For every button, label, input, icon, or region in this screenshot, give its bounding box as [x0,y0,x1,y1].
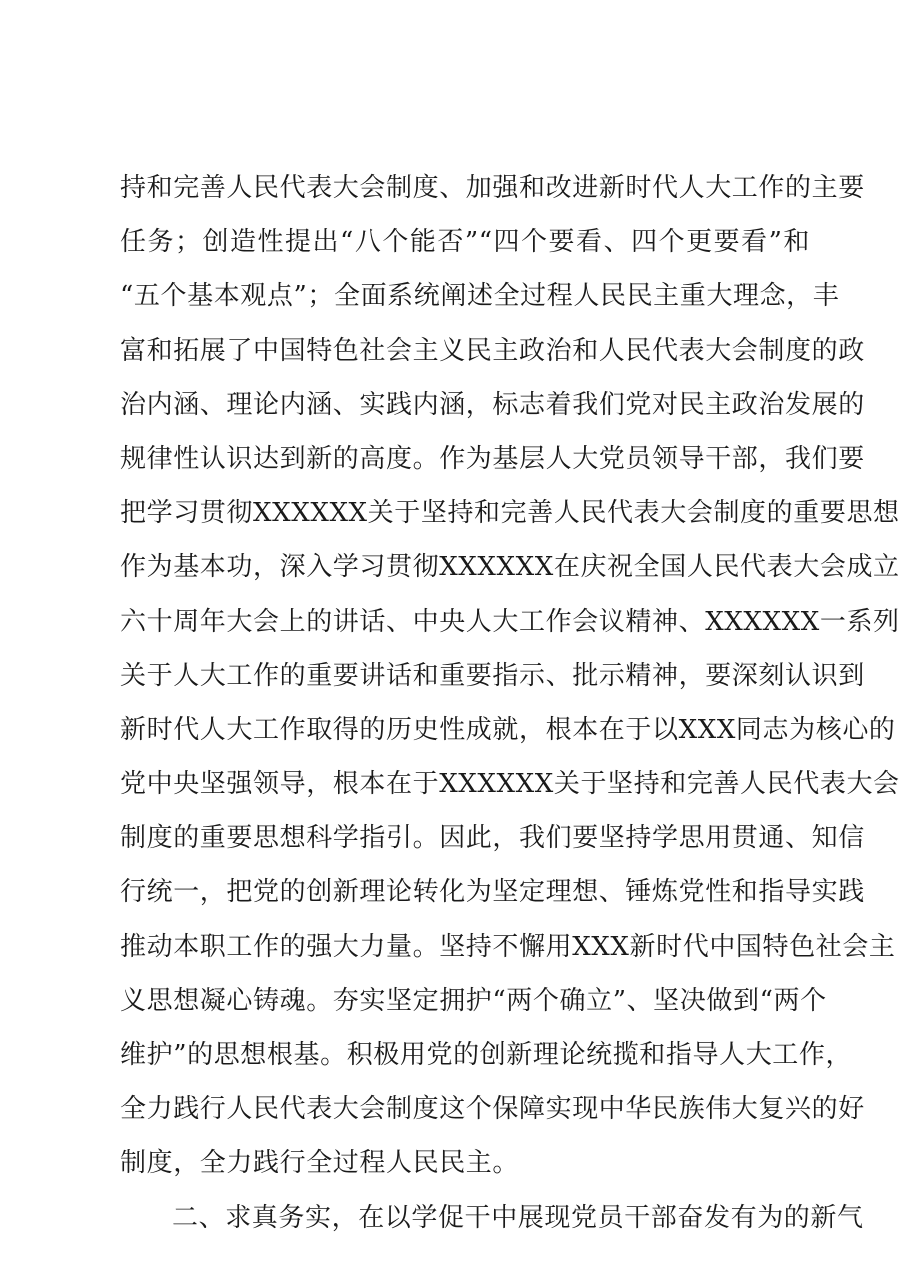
text-line: 任务；创造性提出“八个能否”“四个要看、四个更要看”和 [120,227,810,258]
text-line: 行统一，把党的创新理论转化为坚定理想、锤炼党性和指导实践 [120,877,865,908]
section-heading-line: 二、求真务实，在以学促干中展现党员干部奋发有为的新气 [172,1202,864,1233]
text-line: 富和拓展了中国特色社会主义民主政治和人民代表大会制度的政 [120,335,865,366]
document-body [120,161,900,1245]
text-line: 把学习贯彻XXXXXX关于坚持和完善人民代表大会制度的重要思想 [120,498,900,529]
paragraph-last-line: 制度，全力践行全过程人民民主。 [120,1148,520,1179]
text-line: 作为基本功，深入学习贯彻XXXXXX在庆祝全国人民代表大会成立 [120,552,900,583]
text-line: 治内涵、理论内涵、实践内涵，标志着我们党对民主政治发展的 [120,389,865,420]
text-line: “五个基本观点”；全面系统阐述全过程人民民主重大理念，丰 [120,281,840,312]
text-line: 六十周年大会上的讲话、中央人大工作会议精神、XXXXXX一系列 [120,606,900,637]
text-line: 关于人大工作的重要讲话和重要指示、批示精神，要深刻认识到 [120,660,865,691]
text-line: 推动本职工作的强大力量。坚持不懈用XXX新时代中国特色社会主 [120,931,896,962]
text-line: 新时代人大工作取得的历史性成就，根本在于以XXX同志为核心的 [120,714,896,745]
text-line: 维护”的思想根基。积极用党的创新理论统揽和指导人大工作， [120,1040,853,1070]
text-line: 制度的重要思想科学指引。因此，我们要坚持学思用贯通、知信 [120,823,865,854]
text-line: 党中央坚强领导，根本在于XXXXXX关于坚持和完善人民代表大会 [120,769,900,800]
text-line: 规律性认识达到新的高度。作为基层人大党员领导干部，我们要 [120,443,865,474]
text-line: 持和完善人民代表大会制度、加强和改进新时代人大工作的主要 [120,173,865,203]
text-line: 全力践行人民代表大会制度这个保障实现中华民族伟大复兴的好 [120,1094,865,1125]
text-line: 义思想凝心铸魂。夯实坚定拥护“两个确立”、坚决做到“两个 [120,985,827,1016]
